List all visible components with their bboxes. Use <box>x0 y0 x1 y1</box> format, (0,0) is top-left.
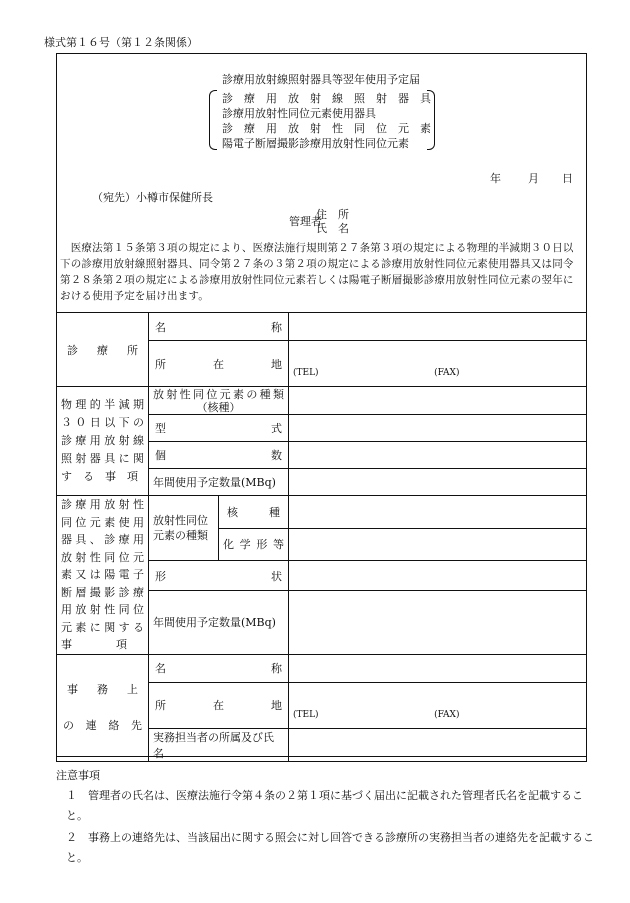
clinic-section-label: 診療所 <box>57 313 149 387</box>
device-section-label: 物理的半減期 ３０日以下の 診療用放射線 照射器具に関 す る 事 項 <box>57 387 149 496</box>
isotope-shape-field[interactable] <box>289 561 587 591</box>
isotope-section-label: 診療用放射性 同位元素使用 器具、診療用 放射性同位元 素又は陽電子 断層撮影診療 用放射性同位 元素に関する 事 項 <box>57 496 149 655</box>
form-title: 診療用放射線照射器具等翌年使用予定届 <box>222 73 420 86</box>
type-option-1: 診 療 用 放 射 線 照 射 器 具 <box>222 92 431 105</box>
clinic-location-field[interactable] <box>289 341 587 387</box>
date-year-label: 年 <box>490 172 501 185</box>
clinic-location-label: 所在地 <box>149 341 289 387</box>
isotope-shape-label: 形状 <box>149 561 289 591</box>
device-count-field[interactable] <box>289 442 587 469</box>
device-isotope-type-label: 放射性同位元素の種類 （核種） <box>149 387 289 415</box>
device-isotope-type-field[interactable] <box>289 387 587 415</box>
contact-section-label: 事務上 の連絡先 <box>57 654 149 761</box>
clinic-fax-label: (FAX) <box>434 368 460 378</box>
manager-name-label: 氏 名 <box>316 222 349 235</box>
date-day-label: 日 <box>562 172 573 185</box>
isotope-chemical-form-field[interactable] <box>289 528 587 561</box>
note-item-1: １ 管理者の氏名は、医療法施行令第４条の２第１項に基づく届出に記載された管理者氏名を記載すること。 <box>66 789 583 822</box>
isotope-nuclide-field[interactable] <box>289 496 587 529</box>
note-item-2: ２ 事務上の連絡先は、当該届出に関する照会に対し回答できる診療所の実務担当者の連絡先を記載すること。 <box>66 831 594 864</box>
manager-address-label: 住 所 <box>316 208 349 221</box>
addressee: （宛先）小樽市保健所長 <box>92 191 213 204</box>
clinic-tel-label: (TEL) <box>293 368 319 378</box>
contact-staff-label: 実務担当者の所属及び氏名 <box>149 728 289 761</box>
isotope-chemical-form-label: 化学形等 <box>219 528 289 561</box>
device-count-label: 個数 <box>149 442 289 469</box>
contact-location-label: 所在地 <box>149 682 289 728</box>
device-model-label: 型式 <box>149 415 289 442</box>
notes-title: 注意事項 <box>56 769 100 782</box>
type-option-3: 診 療 用 放 射 性 同 位 元 素 <box>222 122 431 135</box>
contact-name-label: 名称 <box>149 654 289 682</box>
contact-fax-label: (FAX) <box>434 709 460 720</box>
contact-tel-label: (TEL) <box>293 709 319 720</box>
form-table <box>56 312 587 762</box>
device-annual-use-field[interactable] <box>289 469 587 496</box>
contact-location-field[interactable] <box>289 682 587 728</box>
contact-staff-field[interactable] <box>289 728 587 761</box>
contact-name-field[interactable] <box>289 654 587 682</box>
isotope-type-label: 放射性同位 元素の種類 <box>149 496 219 561</box>
date-month-label: 月 <box>528 172 539 185</box>
manager-label: 管理者 <box>289 215 322 228</box>
type-option-4: 陽電子断層撮影診療用放射性同位元素 <box>222 137 409 150</box>
clinic-name-label: 名称 <box>149 313 289 341</box>
isotope-annual-use-field[interactable] <box>289 591 587 654</box>
device-annual-use-label: 年間使用予定数量(MBq) <box>149 469 289 496</box>
clinic-name-field[interactable] <box>289 313 587 341</box>
left-bracket <box>209 90 217 150</box>
device-model-field[interactable] <box>289 415 587 442</box>
isotope-nuclide-label: 核種 <box>219 496 289 529</box>
statement-text: 医療法第１５条第３項の規定により、医療法施行規則第２７条第３項の規定による物理的半減期３０日以下の診療用放射線照射器具、同令第２７条の３第２項の規定による診療用放射性同位元素使用器具又は同令第２８条第２項の規定による診療用放射性同位元素若しくは陽電子断層撮影診療用放射性同位元素の翌年における使用予定を届け出ます。 <box>60 242 574 302</box>
isotope-annual-use-label: 年間使用予定数量(MBq) <box>149 591 289 654</box>
type-option-2: 診療用放射性同位元素使用器具 <box>222 107 376 120</box>
form-number: 様式第１６号（第１２条関係） <box>44 36 198 49</box>
